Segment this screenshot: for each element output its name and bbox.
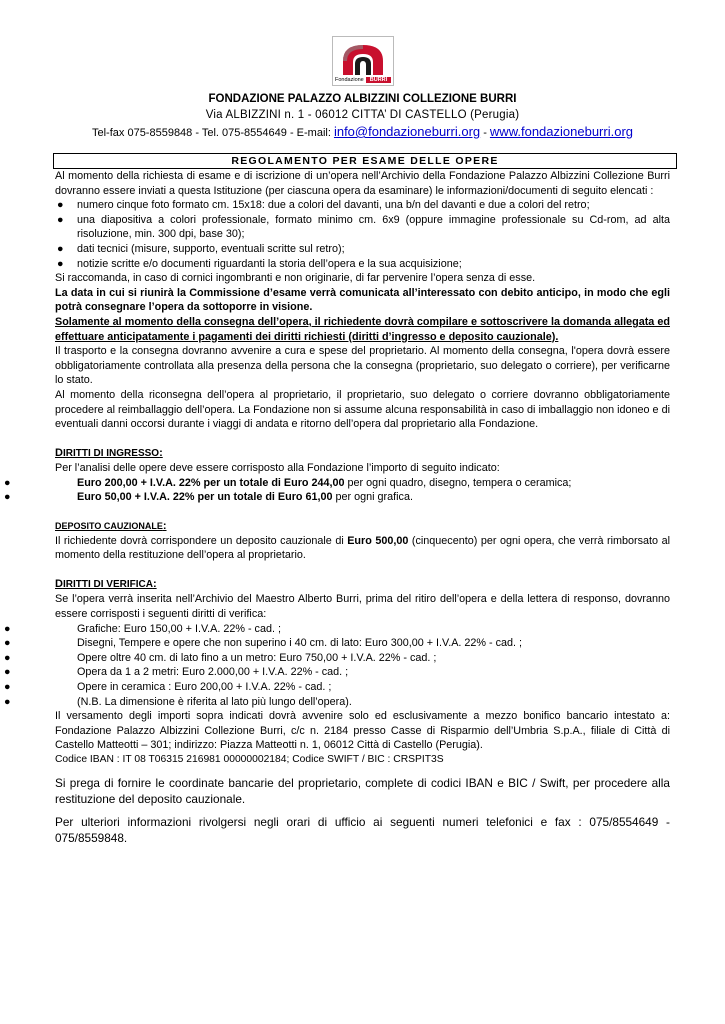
commission-note: La data in cui si riunirà la Commissione d’esame verrà comunicata all’interessato con debito anticipo, in modo che egli potrà consegnare l’opera da sottoporre in visione. (55, 286, 670, 314)
bullet-icon: ● (4, 651, 11, 664)
ingresso-text: Per l’analisi delle opere deve essere corrisposto alla Fondazione l’importo di seguito indicato: (55, 462, 500, 475)
bullet-icon: ● (57, 257, 64, 270)
list-item: ● notizie scritte e/o documenti riguardanti la storia dell’opera e la sua acquisizione; (57, 257, 462, 270)
section-heading-verifica: DIRITTI DI VERIFICA: (55, 577, 157, 590)
email-link[interactable]: info@fondazioneburri.org (333, 124, 481, 139)
verifica-fees-list (4, 622, 670, 710)
delivery-payment-note: Solamente al momento della consegna dell’opera, il richiedente dovrà compilare e sottoscrivere la domanda allegata ed effettuare anticipatamente i pagamenti dei diritti richiesti (diritti d’ingresso e deposito cauzionale). (55, 315, 670, 343)
list-item: ● Opera da 1 a 2 metri: Euro 2.000,00 + I.V.A. 22% - cad. ; (4, 666, 349, 679)
deposito-text: Il richiedente dovrà corrispondere un deposito cauzionale di Euro 500,00 (cinquecento) per ogni opera, che verrà rimborsato al momento della restituzione dell’opera al proprietario. (55, 534, 670, 562)
contact-info: Per ulteriori informazioni rivolgersi negli orari di ufficio ai seguenti numeri telefonici e fax : 075/8554649 - 075/8559848. (55, 814, 670, 845)
bullet-icon: ● (4, 637, 11, 650)
frames-note: Si raccomanda, in caso di cornici ingombranti e non originarie, di far pervenire l’opera senza di esse. (55, 272, 536, 285)
bullet-icon: ● (4, 681, 11, 693)
bullet-icon: ● (4, 695, 11, 708)
logo-caption: Fondazione BURRI (335, 77, 391, 83)
contacts-phone: Tel-fax 075-8559848 - Tel. 075-8554649 - E-mail: (92, 127, 334, 139)
bullet-icon: ● (57, 242, 64, 255)
list-item: ● Disegni, Tempere e opere che non superino i 40 cm. di lato: Euro 300,00 + I.V.A. 22% - cad. ; (4, 637, 523, 650)
bullet-icon: ● (4, 491, 11, 504)
list-item: ● Euro 200,00 + I.V.A. 22% per un totale di Euro 244,00 per ogni quadro, disegno, tempera o ceramica; (4, 476, 572, 489)
verifica-text: Se l’opera verrà inserita nell’Archivio del Maestro Alberto Burri, prima del ritiro dell’opera e della lettera di responso, dovranno essere corrisposti i seguenti diritti di verifica: (55, 593, 670, 621)
bullet-icon: ● (4, 476, 11, 489)
list-item: ● (N.B. La dimensione è riferita al lato più lungo dell’opera). (4, 695, 352, 708)
list-item: ● Opere oltre 40 cm. di lato fino a un metro: Euro 750,00 + I.V.A. 22% - cad. ; (4, 651, 437, 664)
website-link[interactable]: www.fondazioneburri.org (489, 124, 633, 139)
org-contacts (0, 124, 725, 139)
list-item: ● Euro 50,00 + I.V.A. 22% per un totale di Euro 61,00 per ogni grafica. (4, 491, 413, 504)
list-item: ● Opere in ceramica : Euro 200,00 + I.V.A. 22% - cad. ; (4, 681, 332, 693)
list-item: ● numero cinque foto formato cm. 15x18: due a colori del davanti, una b/n del davanti e due a colori del retro; (57, 199, 590, 212)
contacts-separator: - (480, 127, 490, 139)
payment-instructions: Il versamento degli importi sopra indicati dovrà avvenire solo ed esclusivamente a mezzo bonifico bancario intestato a: Fondazione Palazzo Albizzini Collezione Burri, c/c n. 2184 presso Casse di Risparmio dell’Umbria S.p.A., filiale di Città di Castello Matteotti – 301; indirizzo: Piazza Matteotti n. 1, 06012 Città di Castello (Perugia). (55, 710, 670, 752)
org-name: FONDAZIONE PALAZZO ALBIZZINI COLLEZIONE BURRI (208, 93, 517, 105)
intro-paragraph: Al momento della richiesta di esame e di iscrizione di un’opera nell’Archivio della Fondazione Palazzo Albizzini Collezione Burri dovranno essere inviati a questa Istituzione (per ciascuna opera da esaminare) le informazioni/documenti di seguito elencati : (55, 170, 670, 197)
bullet-icon: ● (57, 213, 64, 226)
list-item: ● Grafiche: Euro 150,00 + I.V.A. 22% - cad. ; (4, 622, 281, 635)
section-heading-deposito: DEPOSITO CAUZIONALE: (55, 520, 167, 533)
section-heading-ingresso: DIRITTI DI INGRESSO: (55, 446, 163, 459)
bullet-icon: ● (4, 666, 11, 679)
document-body (4, 169, 670, 846)
bank-codes: Codice IBAN : IT 08 T06315 216981 00000002184; Codice SWIFT / BIC : CRSPIT3S (55, 753, 444, 765)
fondazione-burri-logo (332, 36, 394, 86)
ingresso-fees-list (4, 476, 670, 505)
transport-paragraph: Il trasporto e la consegna dovranno avvenire a cura e spese del proprietario. Al momento della consegna, l'opera dovrà essere obbligatoriamente controllata alla presenza della persona che la consegna (proprietario, suo delegato o corriere), per verificarne lo stato. (55, 345, 670, 387)
return-paragraph: Al momento della riconsegna dell’opera al proprietario, il proprietario, suo delegato o corriere dovranno obbligatoriamente procedere al reimballaggio dell’opera. La Fondazione non si assume alcuna responsabilità in caso di imballaggio non idoneo e di eventuali danni occorsi durante i viaggi di andata e ritorno dell’opera dal proprietario alla Fondazione. (55, 388, 670, 431)
list-item: ● una diapositiva a colori professionale, formato minimo cm. 6x9 (oppure immagine professionale su Cd-rom, ad alta risoluzione, min. 300 dpi, base 30); (57, 213, 670, 241)
list-item: ● dati tecnici (misure, supporto, eventuali scritte sul retro); (57, 242, 345, 255)
document-title: REGOLAMENTO PER ESAME DELLE OPERE (53, 153, 677, 169)
org-address: Via ALBIZZINI n. 1 - 06012 CITTA’ DI CASTELLO (Perugia) (205, 109, 520, 121)
bullet-icon: ● (4, 622, 11, 635)
bullet-icon: ● (57, 199, 64, 212)
required-documents-list (55, 198, 670, 271)
refund-request: Si prega di fornire le coordinate bancarie del proprietario, complete di codici IBAN e BIC / Swift, per procedere alla restituzione del deposito cauzionale. (55, 775, 670, 806)
